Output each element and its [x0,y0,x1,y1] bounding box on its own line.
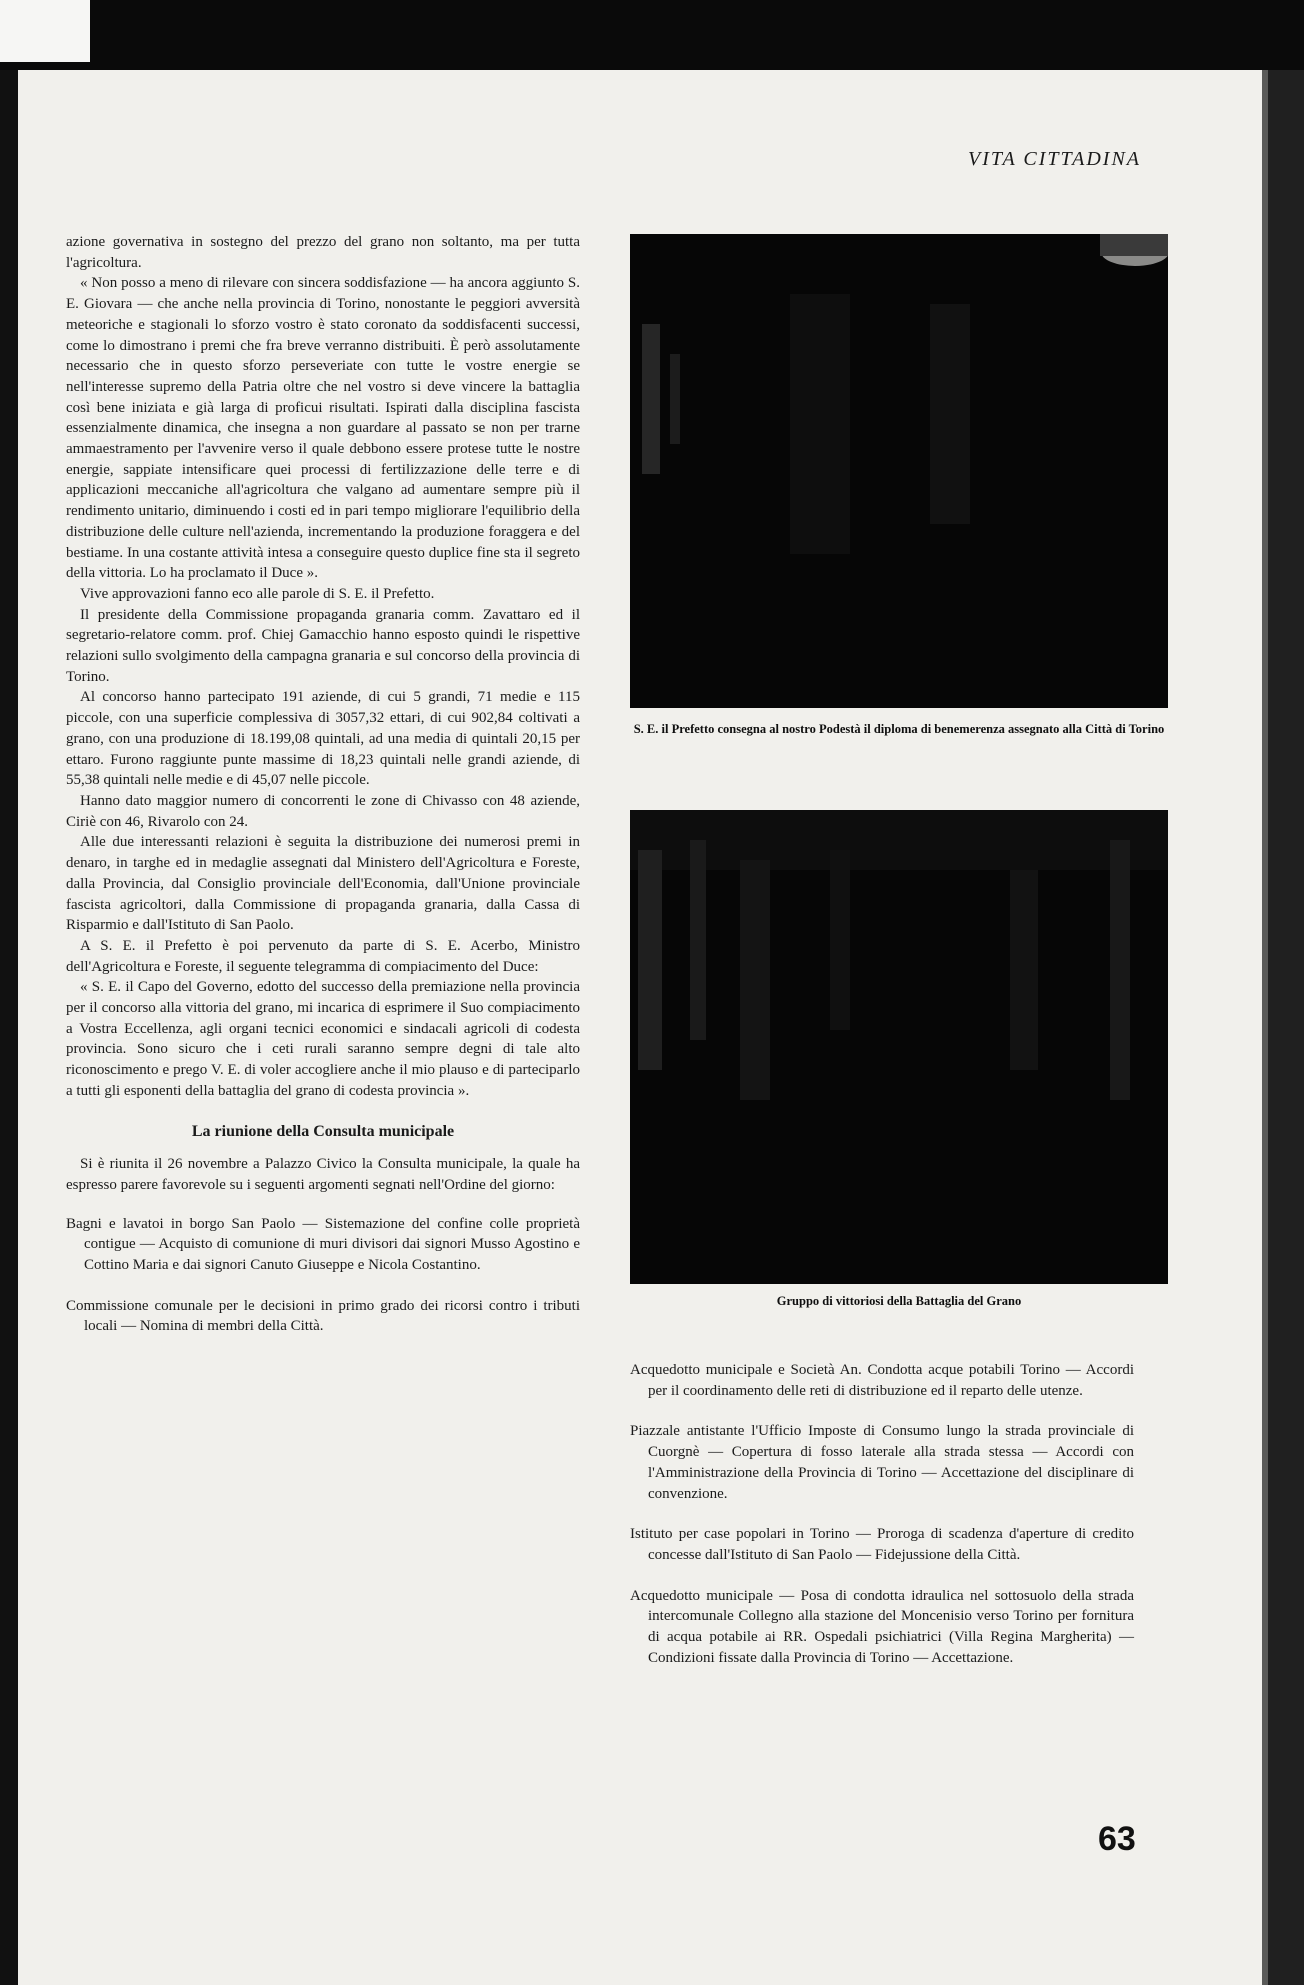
paragraph: Si è riunita il 26 novembre a Palazzo Civico la Consulta municipale, la quale ha espresso parere favorevole su i seguenti argomenti segnati nell'Ordine del giorno: [66,1156,580,1193]
paragraph: A S. E. il Prefetto è poi pervenuto da parte di S. E. Acerbo, Ministro dell'Agricoltura e Foreste, il seguente telegramma di compiacimento del Duce: [66,937,580,975]
list-item: Bagni e lavatoi in borgo San Paolo — Sistemazione del confine colle proprietà contigue — Acquisto di comunione di muri divisori dai signori Musso Agostino e Cottino Maria e dai signori Canuto Giuseppe e Nicola Costantino. [66,1215,580,1274]
scan-top-border [0,0,1304,70]
paragraph: « S. E. il Capo del Governo, edotto del successo della premiazione nella provincia per il concorso alla vittoria del grano, mi incarica di esprimere il Suo compiacimento a Vostra Eccellenza, agli organi tecnici economici e sindacali agricoli di codesta provincia. Sono sicuro che i ceti rurali saranno sempre degni di tale alto riconoscimento e prego V. E. di voler accogliere anche il mio plauso e di parteciparlo a tutti gli esponenti della battaglia del grano di codesta provincia ». [66,979,580,1099]
page-number: 63 [1098,1820,1136,1858]
photo-caption: Gruppo di vittoriosi della Battaglia del Grano [776,1294,1022,1308]
scan-corner [0,0,90,62]
list-item: Istituto per case popolari in Torino — Proroga di scadenza d'aperture di credito concesse dall'Istituto di San Paolo — Fidejussione della Città. [630,1526,1134,1563]
paragraph: Vive approvazioni fanno eco alle parole di S. E. il Prefetto. [80,585,435,602]
photo-caption: S. E. il Prefetto consegna al nostro Podestà il diploma di benemerenza assegnato alla Città di Torino [633,722,1165,736]
left-column [66,232,580,1357]
section-title: VITA CITTADINA [968,148,1142,170]
photo-grain-winners [630,810,1168,1284]
paragraph: Al concorso hanno partecipato 191 aziende, di cui 5 grandi, 71 medie e 115 piccole, con una superficie complessiva di 3057,32 ettari, di cui 902,84 coltivati a grano, con una produzione di 18.199,08 quintali, ad una media di quintali 20,15 per ettaro. Furono raggiunte punte massime di 18,23 quintali nelle grandi aziende, di 55,38 quintali nelle medie e di 45,07 nelle piccole. [66,689,580,789]
paragraph: Hanno dato maggior numero di concorrenti le zone di Chivasso con 48 aziende, Ciriè con 46, Rivarolo con 24. [66,792,580,830]
paragraph: azione governativa in sostegno del prezzo del grano non soltanto, ma per tutta l'agricoltura. [66,234,580,271]
photo-image [630,810,1168,1284]
paragraph: Alle due interessanti relazioni è seguita la distribuzione dei numerosi premi in denaro, in targhe ed in medaglie assegnati dal Ministero dell'Agricoltura e Foreste, dalla Provincia, dal Consiglio provinciale dell'Economia, dall'Unione provinciale fascista agricoltori, dalla Commissione di propaganda granaria, dalla Cassa di Risparmio e dall'Istituto di San Paolo. [66,834,580,934]
list-item: Commissione comunale per le decisioni in primo grado dei ricorsi contro i tributi locali — Nomina di membri della Città. [66,1297,580,1335]
photo-prefect-diploma [630,234,1168,708]
scan-right-border [1268,70,1304,1985]
right-column [630,1360,1134,1688]
photo-image [630,234,1168,708]
article-heading: La riunione della Consulta municipale [191,1122,455,1140]
paragraph: Il presidente della Commissione propaganda granaria comm. Zavattaro ed il segretario-relatore comm. prof. Chiej Gamacchio hanno esposto quindi le rispettive relazioni sullo svolgimento della campagna granaria e sul concorso della provincia di Torino. [66,606,580,685]
list-item: Piazzale antistante l'Ufficio Imposte di Consumo lungo la strada provinciale di Cuorgnè — Copertura di fosso laterale alla strada stessa — Accordi con l'Amministrazione della Provincia di Torino — Accettazione del disciplinare di convenzione. [630,1423,1134,1502]
list-item: Acquedotto municipale — Posa di condotta idraulica nel sottosuolo della strada intercomunale Collegno alla stazione del Moncenisio verso Torino per fornitura di acqua potabile ai RR. Ospedali psichiatrici (Villa Regina Margherita) — Condizioni fissate dalla Provincia di Torino — Accettazione. [630,1587,1134,1666]
paragraph: « Non posso a meno di rilevare con sincera soddisfazione — ha ancora aggiunto S. E. Giovara — che anche nella provincia di Torino, nonostante le peggiori avversità meteoriche e stagionali lo sforzo vostro è stato coronato da soddisfacenti successi, come lo dimostrano i premi che fra breve verranno distribuiti. È però assolutamente necessario che in questo sforzo perseveriate con tutte le vostre energie se nell'interesse supremo della Patria oltre che nel vostro si deve vincere la battaglia così bene iniziata e già larga di proficui risultati. Ispirati dalla disciplina fascista essenzialmente dinamica, che insegna a non guardare al passato se non per trarne ammaestramento per l'avvenire verso il quale debbono essere protese tutte le nostre energie, sappiate intensificare quei processi di fertilizzazione delle terre e di applicazioni meccaniche all'agricoltura che valgano ad aumentare sempre più il rendimento unitario, diminuendo i costi ed in pari tempo migliorare l'equilibrio della distribuzione delle culture nell'azienda, incrementando la produzione foraggera e del bestiame. In una costante attività intesa a conseguire questo duplice fine sta il segreto della vittoria. Lo ha proclamato il Duce ». [66,275,580,582]
list-item: Acquedotto municipale e Società An. Condotta acque potabili Torino — Accordi per il coordinamento delle reti di distribuzione ed il reparto delle utenze. [630,1362,1134,1399]
